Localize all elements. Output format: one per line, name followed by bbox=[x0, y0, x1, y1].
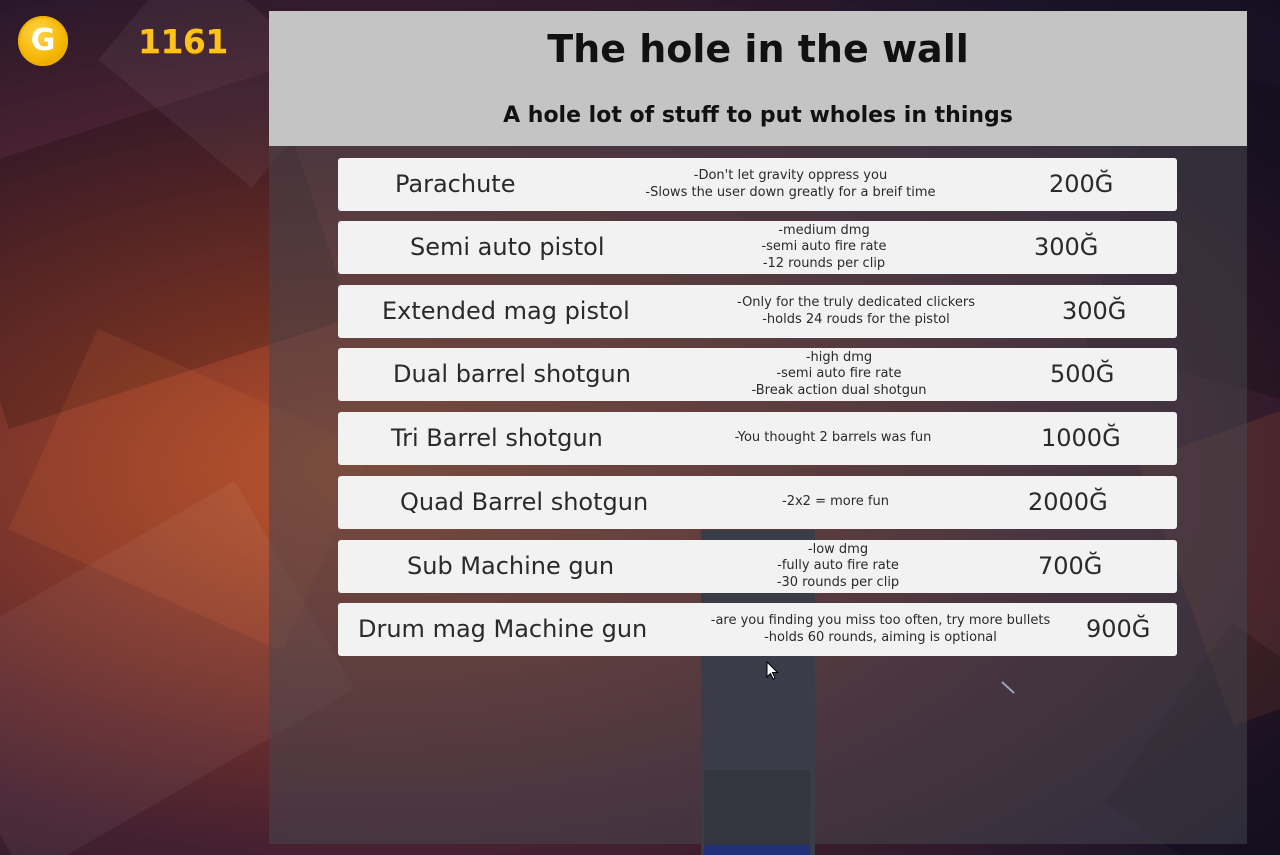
item-description bbox=[731, 285, 981, 338]
item-desc-line: -holds 24 rouds for the pistol bbox=[762, 311, 950, 327]
shop-title: The hole in the wall bbox=[547, 27, 969, 71]
player-legs bbox=[704, 770, 810, 855]
shop-item-quad-barrel-shotgun[interactable] bbox=[338, 476, 1177, 529]
shop-header bbox=[269, 11, 1247, 146]
item-name: Parachute bbox=[395, 170, 516, 198]
item-desc-line: -Break action dual shotgun bbox=[751, 382, 927, 398]
item-description bbox=[683, 603, 1078, 656]
item-price: 900Ğ bbox=[1086, 615, 1151, 643]
mouse-cursor-icon bbox=[766, 661, 780, 681]
item-price: 700Ğ bbox=[1038, 552, 1103, 580]
item-desc-line: -semi auto fire rate bbox=[776, 366, 902, 382]
item-name: Quad Barrel shotgun bbox=[400, 488, 649, 516]
item-desc-line: -Only for the truly dedicated clickers bbox=[737, 295, 975, 310]
item-price: 500Ğ bbox=[1050, 360, 1115, 388]
player-base bbox=[704, 845, 810, 855]
item-name: Dual barrel shotgun bbox=[393, 360, 631, 388]
shop-item-drum-mag-machine-gun[interactable] bbox=[338, 603, 1177, 656]
item-description bbox=[744, 348, 934, 401]
item-desc-line: -semi auto fire rate bbox=[761, 239, 887, 255]
item-desc-line: -are you finding you miss too often, try more bullets bbox=[710, 613, 1051, 628]
item-desc-line: -30 rounds per clip bbox=[776, 574, 900, 590]
coin-count: 1161 bbox=[138, 22, 228, 61]
item-price: 2000Ğ bbox=[1028, 488, 1108, 516]
item-price: 1000Ğ bbox=[1041, 424, 1121, 452]
item-price: 300Ğ bbox=[1062, 297, 1127, 325]
item-description bbox=[748, 540, 928, 593]
item-desc-line: -Slows the user down greatly for a breif time bbox=[645, 184, 936, 200]
shop-subtitle: A hole lot of stuff to put wholes in things bbox=[503, 103, 1013, 128]
item-name: Semi auto pistol bbox=[410, 233, 605, 261]
shop-item-extended-mag-pistol[interactable] bbox=[338, 285, 1177, 338]
item-desc-line: -You thought 2 barrels was fun bbox=[734, 430, 932, 446]
item-desc-line: -fully auto fire rate bbox=[777, 558, 899, 574]
item-desc-line: -Don't let gravity oppress you bbox=[693, 168, 888, 183]
debris-mark-icon bbox=[1000, 680, 1016, 696]
item-description bbox=[724, 221, 924, 274]
item-name: Drum mag Machine gun bbox=[358, 615, 648, 643]
item-name: Sub Machine gun bbox=[407, 552, 615, 580]
shop-item-dual-barrel-shotgun[interactable] bbox=[338, 348, 1177, 401]
item-description bbox=[768, 476, 903, 529]
item-name: Extended mag pistol bbox=[382, 297, 630, 325]
item-price: 300Ğ bbox=[1034, 233, 1099, 261]
coin-icon bbox=[18, 16, 68, 66]
currency-hud bbox=[18, 16, 228, 66]
item-name: Tri Barrel shotgun bbox=[391, 424, 603, 452]
item-description bbox=[723, 412, 943, 465]
coin-symbol: G bbox=[30, 23, 56, 58]
item-desc-line: -high dmg bbox=[805, 349, 873, 365]
item-description bbox=[638, 158, 943, 211]
shop-item-semi-auto-pistol[interactable] bbox=[338, 221, 1177, 274]
shop-item-parachute[interactable] bbox=[338, 158, 1177, 211]
item-price: 200Ğ bbox=[1049, 170, 1114, 198]
item-desc-line: -holds 60 rounds, aiming is optional bbox=[764, 629, 997, 645]
shop-item-tri-barrel-shotgun[interactable] bbox=[338, 412, 1177, 465]
item-desc-line: -2x2 = more fun bbox=[782, 494, 889, 510]
shop-item-sub-machine-gun[interactable] bbox=[338, 540, 1177, 593]
item-desc-line: -low dmg bbox=[807, 541, 869, 557]
item-desc-line: -12 rounds per clip bbox=[762, 255, 886, 271]
item-desc-line: -medium dmg bbox=[778, 222, 870, 238]
